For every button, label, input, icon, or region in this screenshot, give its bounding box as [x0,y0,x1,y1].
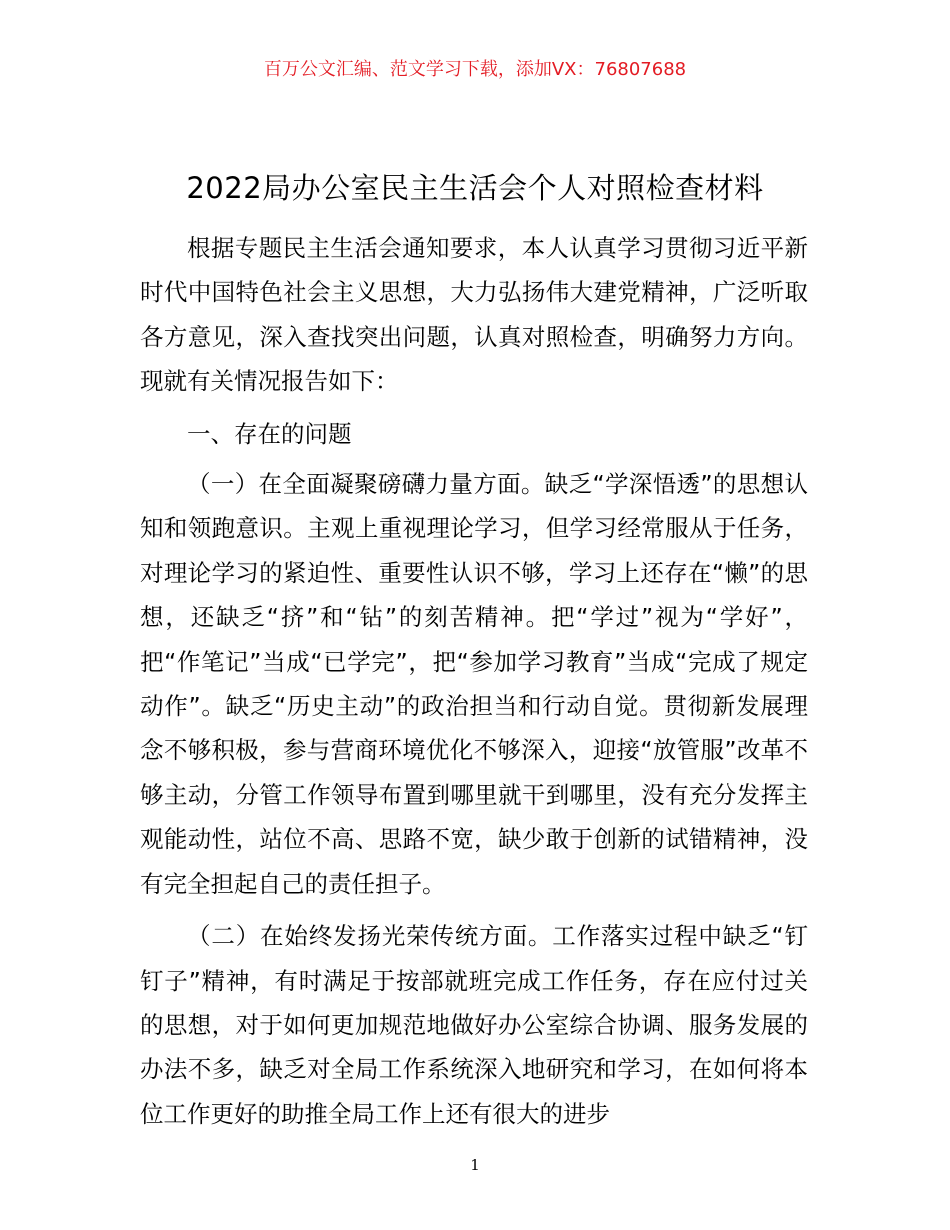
intro-paragraph: 根据专题民主生活会通知要求，本人认真学习贯彻习近平新时代中国特色社会主义思想，大力弘扬伟大建党精神，广泛听取各方意见，深入查找突出问题，认真对照检查，明确努力方向。现就有关情况报告如下： [140,234,808,396]
document-title: 2022局办公室民主生活会个人对照检查材料 [186,171,764,205]
body-paragraph: （二）在始终发扬光荣传统方面。工作落实过程中缺乏“钉钉子”精神，有时满足于按部就班完成工作任务，存在应付过关的思想，对于如何更加规范地做好办公室综合协调、服务发展的办法不多，缺乏对全局工作系统深入地研究和学习，在如何将本位工作更好的助推全局工作上还有很大的进步 [140,922,808,1128]
section-heading: 一、存在的问题 [187,419,352,448]
body-paragraph: （一）在全面凝聚磅礴力量方面。缺乏“学深悟透”的思想认知和领跑意识。主观上重视理论学习，但学习经常服从于任务，对理论学习的紧迫性、重要性认识不够，学习上还存在“懒”的思想，还缺乏“挤”和“钻”的刻苦精神。把“学过”视为“学好”，把“作笔记”当成“已学完”，把“参加学习教育”当成“完成了规定动作”。缺乏“历史主动”的政治担当和行动自觉。贯彻新发展理念不够积极，参与营商环境优化不够深入，迎接“放管服”改革不够主动，分管工作领导布置到哪里就干到哪里，没有充分发挥主观能动性，站位不高、思路不宽，缺少敢于创新的试错精神，没有完全担起自己的责任担子。 [140,470,808,898]
document-body [140,226,808,1136]
page-number: 1 [470,1156,480,1174]
promo-banner: 百万公文汇编、范文学习下载，添加VX：76807688 [263,59,687,80]
